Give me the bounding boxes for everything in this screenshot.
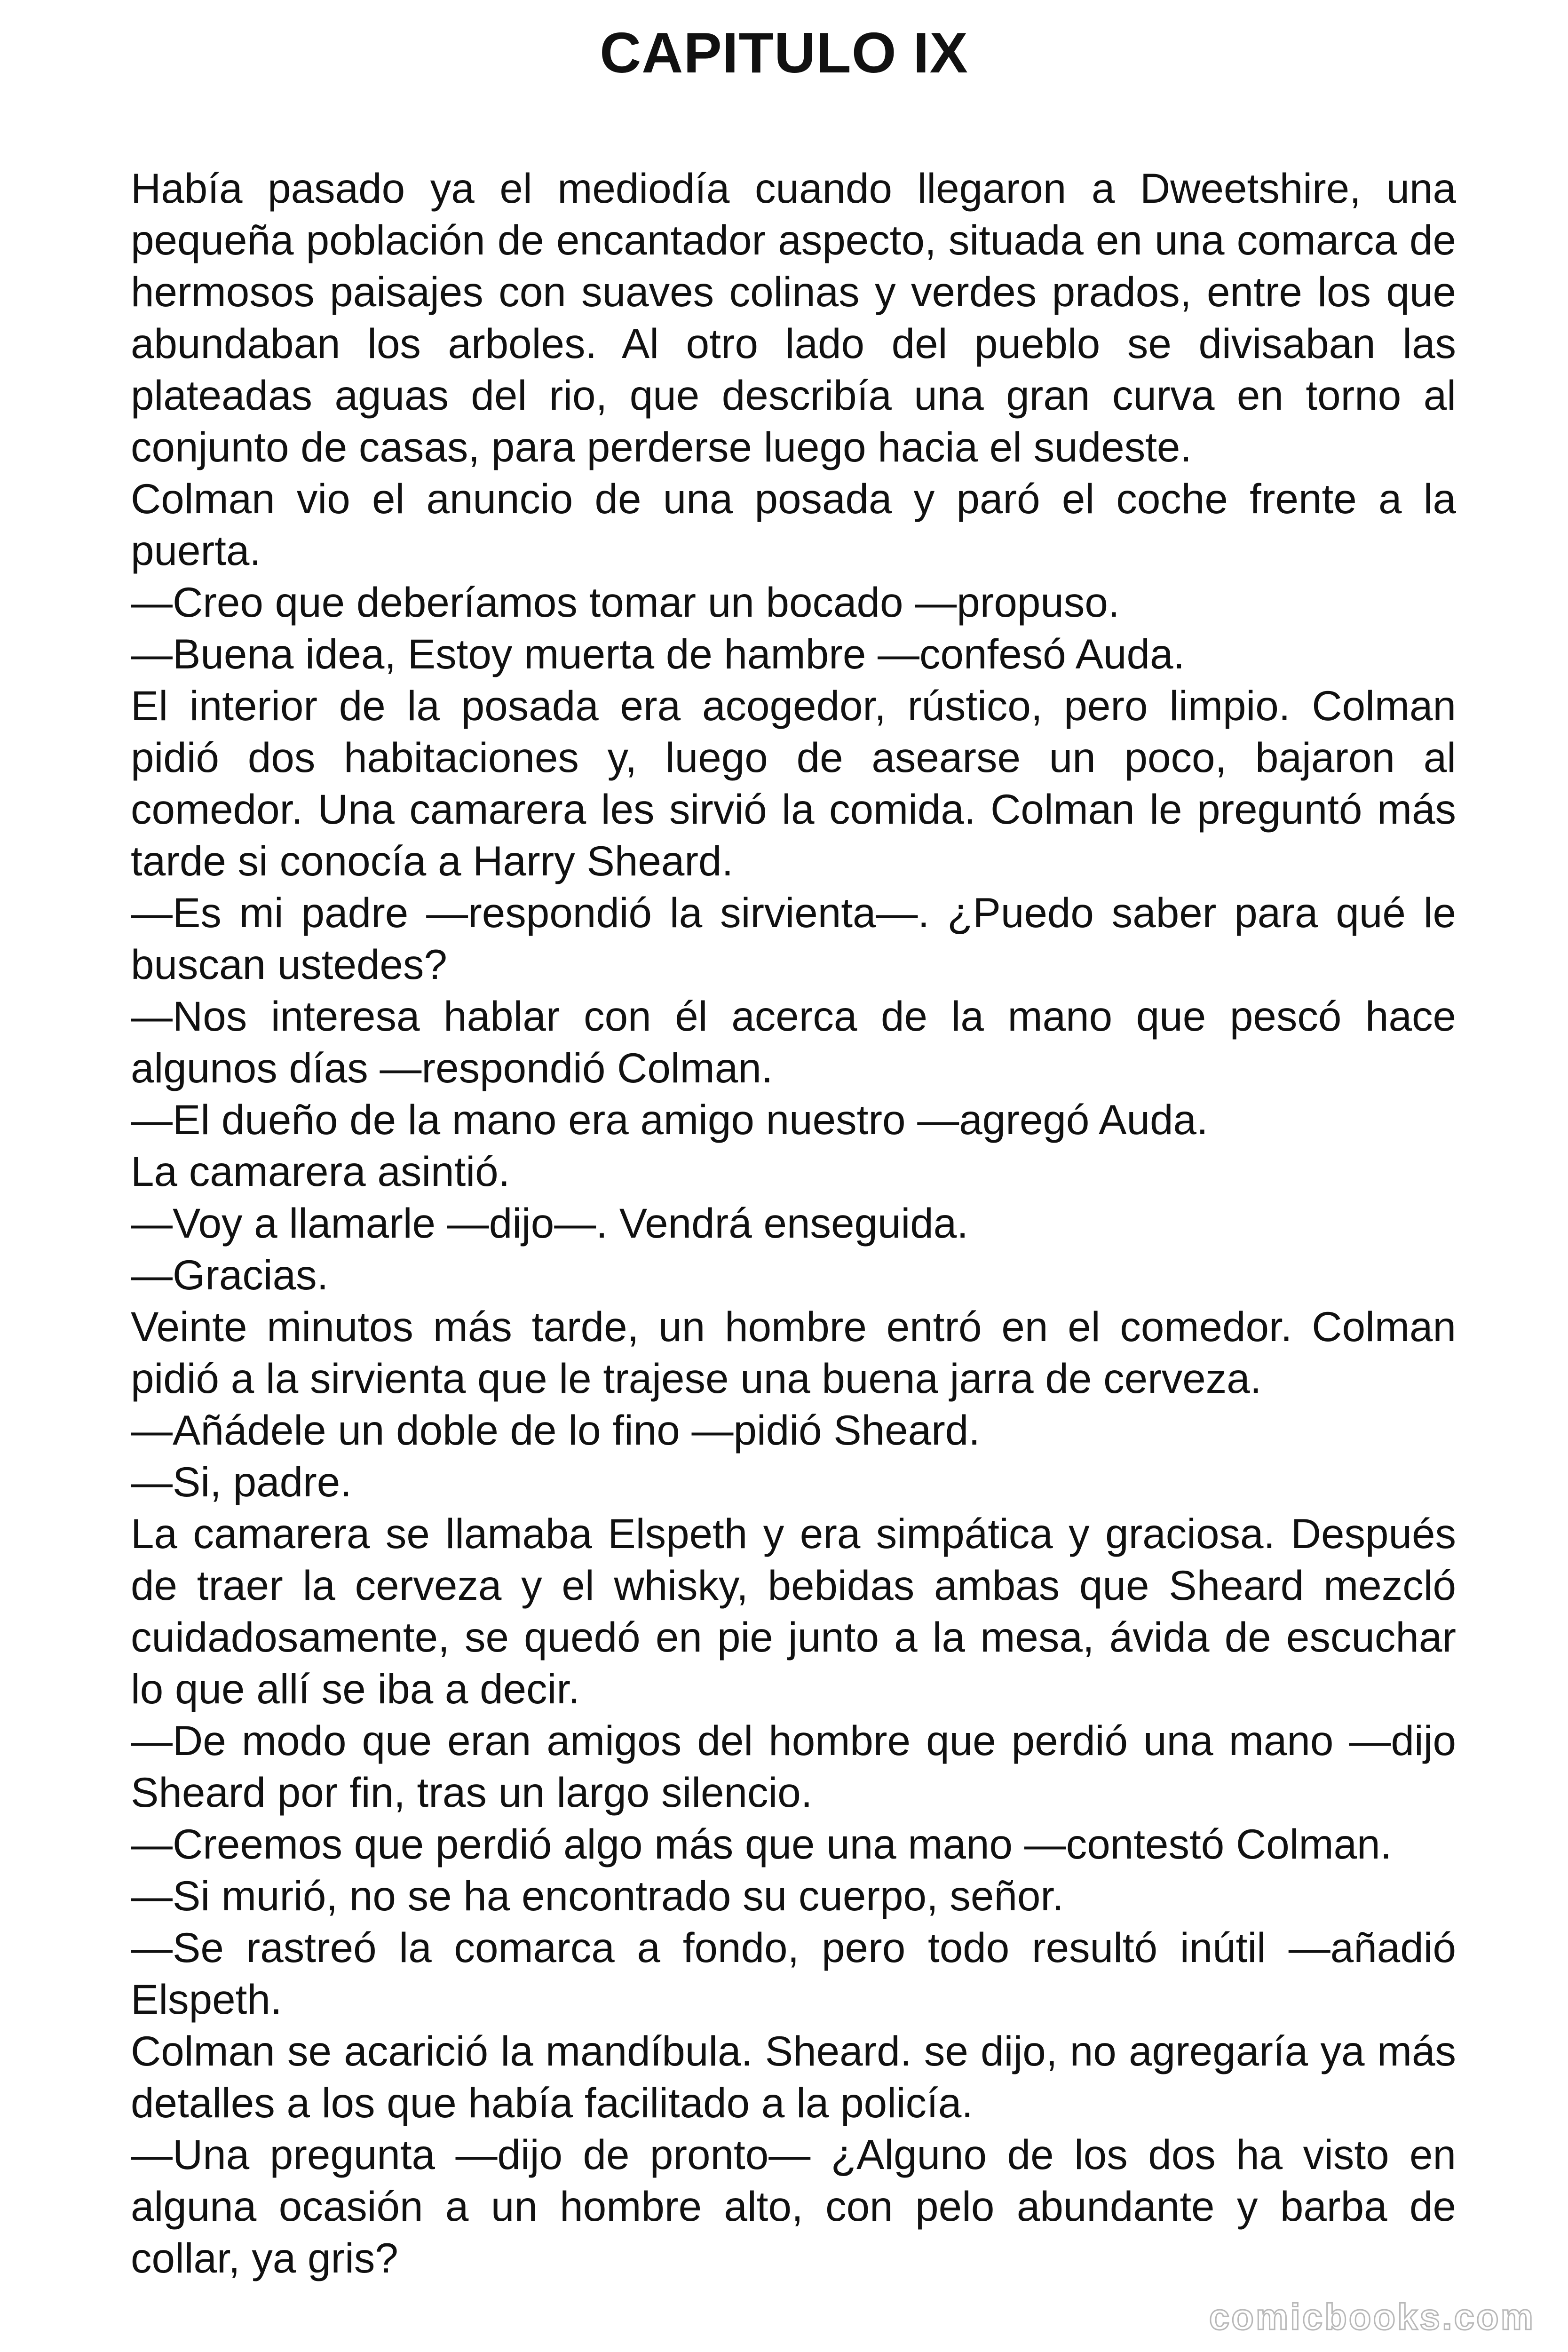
paragraph: El interior de la posada era acogedor, rústico, pero limpio. Colman pidió dos habitaciones y, luego de asearse un poco, bajaron al comedor. Una camarera les sirvió la comida. Colman le preguntó más tarde si conocía a Harry Sheard.	[131, 682, 1456, 884]
paragraph: —Si, padre.	[131, 1458, 352, 1505]
paragraph: Colman se acarició la mandíbula. Sheard. se dijo, no agregaría ya más detalles a los que había facilitado a la policía.	[131, 2027, 1456, 2126]
paragraph: —Añádele un doble de lo fino —pidió Sheard.	[131, 1406, 980, 1454]
paragraph: —Es mi padre —respondió la sirvienta—. ¿Puedo saber para qué le buscan ustedes?	[131, 889, 1456, 988]
paragraph: —Creemos que perdió algo más que una mano —contestó Colman.	[131, 1820, 1392, 1867]
paragraph: Veinte minutos más tarde, un hombre entró en el comedor. Colman pidió a la sirvienta que le trajese una buena jarra de cerveza.	[131, 1303, 1456, 1402]
paragraph: La camarera asintió.	[131, 1148, 510, 1195]
paragraph: —Creo que deberíamos tomar un bocado —propuso.	[131, 579, 1120, 626]
paragraph: —Gracias.	[131, 1251, 329, 1298]
paragraph: —Una pregunta —dijo de pronto— ¿Alguno de los dos ha visto en alguna ocasión a un hombre alto, con pelo abundante y barba de collar, ya gris?	[131, 2131, 1456, 2281]
paragraph: La camarera se llamaba Elspeth y era simpática y graciosa. Después de traer la cerveza y el whisky, bebidas ambas que Sheard mezcló cuidadosamente, se quedó en pie junto a la mesa, ávida de escuchar lo que allí se iba a decir.	[131, 1510, 1456, 1712]
paragraph: —El dueño de la mano era amigo nuestro —agregó Auda.	[131, 1096, 1208, 1143]
paragraph: —Se rastreó la comarca a fondo, pero todo resultó inútil —añadió Elspeth.	[131, 1924, 1456, 2023]
paragraph: Había pasado ya el mediodía cuando llegaron a Dweetshire, una pequeña población de encantador aspecto, situada en una comarca de hermosos paisajes con suaves colinas y verdes prados, entre los que abundaban los arboles. Al otro lado del pueblo se divisaban las plateadas aguas del rio, que describía una gran curva en torno al conjunto de casas, para perderse luego hacia el sudeste.	[131, 165, 1456, 470]
paragraph: —Buena idea, Estoy muerta de hambre —confesó Auda.	[131, 630, 1185, 677]
paragraph: —Si murió, no se ha encontrado su cuerpo, señor.	[131, 1872, 1064, 1919]
paragraph: Colman vio el anuncio de una posada y paró el coche frente a la puerta.	[131, 475, 1456, 574]
chapter-title: CAPITULO IX	[600, 21, 968, 85]
chapter-body	[131, 162, 1456, 2284]
paragraph: —Nos interesa hablar con él acerca de la mano que pescó hace algunos días —respondió Colman.	[131, 993, 1456, 1091]
paragraph: —De modo que eran amigos del hombre que perdió una mano —dijo Sheard por fin, tras un largo silencio.	[131, 1717, 1456, 1816]
paragraph: —Voy a llamarle —dijo—. Vendrá enseguida.	[131, 1200, 968, 1247]
watermark: comicbooks.com	[1209, 2296, 1535, 2337]
